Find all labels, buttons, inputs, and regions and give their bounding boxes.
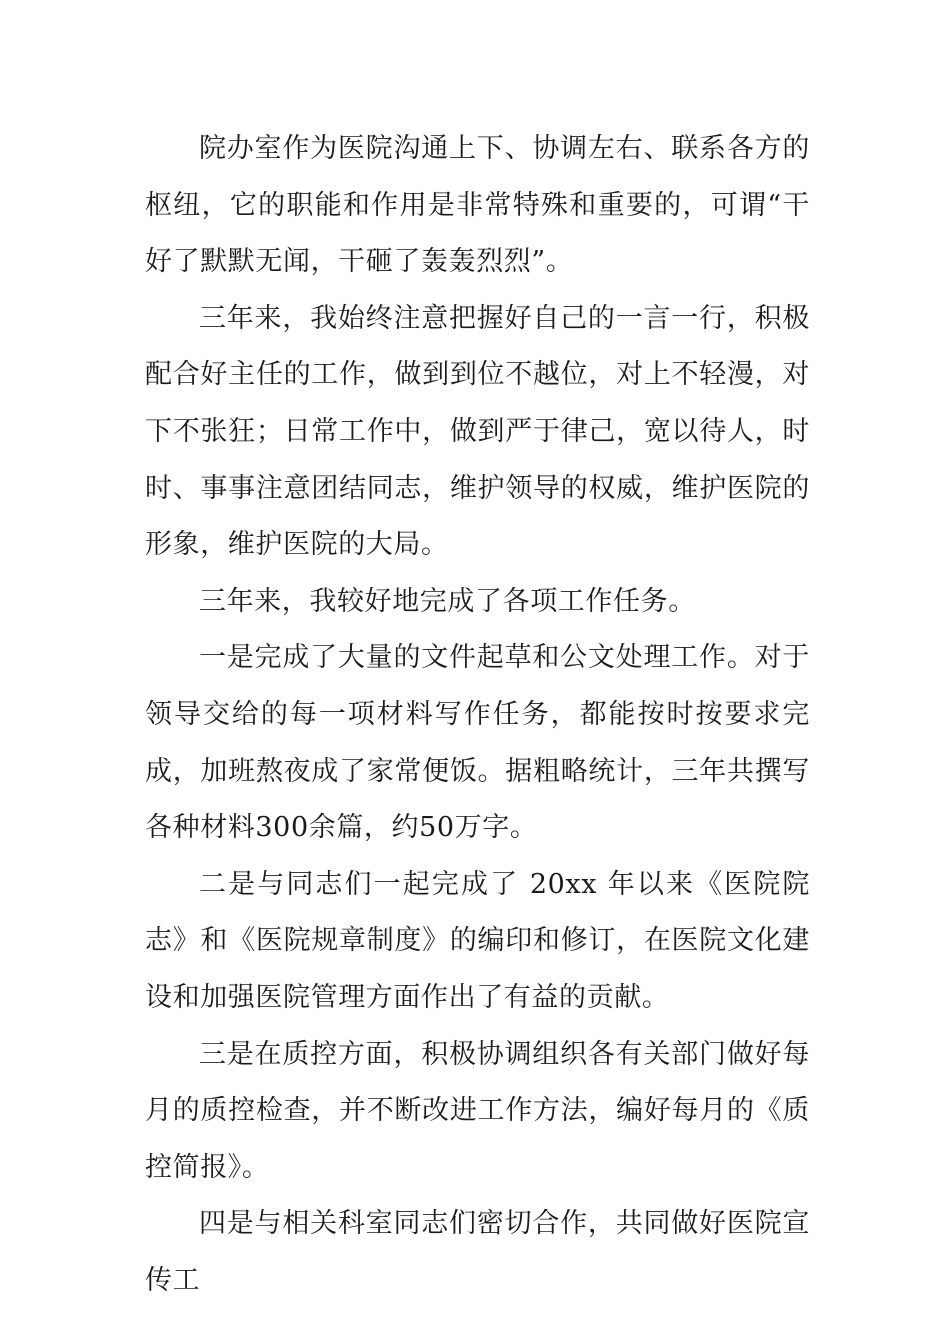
paragraph-2: 三年来，我始终注意把握好自己的一言一行，积极配合好主任的工作，做到到位不越位，对上不轻漫，对下不张狂；日常工作中，做到严于律己，宽以待人，时时、事事注意团结同志，维护领导的权威，维护医院的形象，维护医院的大局。: [145, 302, 810, 561]
paragraph-6: 三是在质控方面，积极协调组织各有关部门做好每月的质控检查，并不断改进工作方法，编好每月的《质控简报》。: [145, 1038, 810, 1183]
document-body: [145, 121, 810, 1309]
paragraph-3: 三年来，我较好地完成了各项工作任务。: [199, 585, 696, 617]
paragraph-7: 四是与相关科室同志们密切合作，共同做好医院宣传工: [145, 1208, 810, 1296]
paragraph-1: 院办室作为医院沟通上下、协调左右、联系各方的枢纽，它的职能和作用是非常特殊和重要的，可谓“干好了默默无闻，干砸了轰轰烈烈”。: [145, 133, 810, 278]
paragraph-5: 二是与同志们一起完成了 20xx 年以来《医院院志》和《医院规章制度》的编印和修订，在医院文化建设和加强医院管理方面作出了有益的贡献。: [145, 868, 810, 1013]
paragraph-4: 一是完成了大量的文件起草和公文处理工作。对于领导交给的每一项材料写作任务，都能按时按要求完成，加班熬夜成了家常便饭。据粗略统计，三年共撰写各种材料300余篇，约50万字。: [145, 642, 810, 844]
